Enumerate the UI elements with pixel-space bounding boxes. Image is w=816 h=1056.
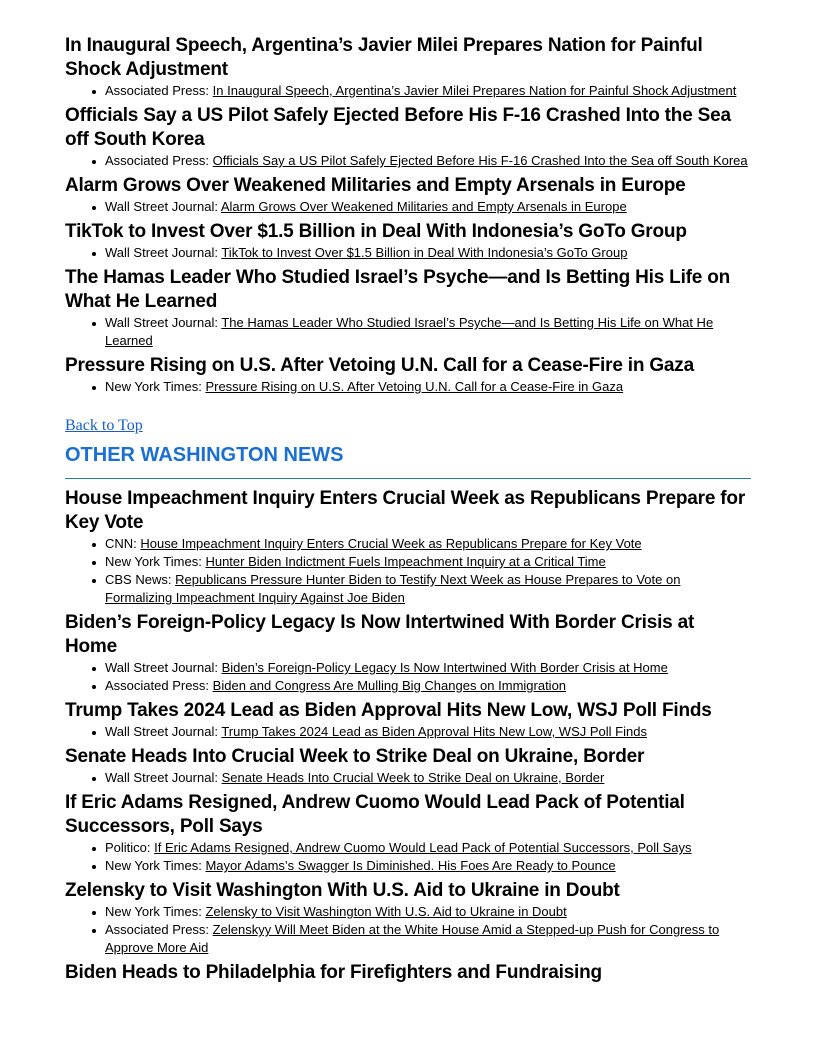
story-item bbox=[65, 611, 751, 695]
source-link[interactable]: The Hamas Leader Who Studied Israel’s Psyche—and Is Betting His Life on What He Learned bbox=[105, 315, 714, 348]
source-outlet: Wall Street Journal: bbox=[105, 199, 218, 214]
source-item bbox=[105, 677, 751, 695]
source-list bbox=[65, 723, 751, 741]
source-list bbox=[65, 244, 751, 262]
source-outlet: Wall Street Journal: bbox=[105, 724, 218, 739]
source-outlet: New York Times: bbox=[105, 858, 202, 873]
source-list bbox=[65, 659, 751, 695]
story-item bbox=[65, 34, 751, 100]
source-outlet: CNN: bbox=[105, 536, 137, 551]
source-link[interactable]: If Eric Adams Resigned, Andrew Cuomo Would Lead Pack of Potential Successors, Poll Says bbox=[154, 840, 692, 855]
story-item bbox=[65, 174, 751, 216]
story-headline: Alarm Grows Over Weakened Militaries and Empty Arsenals in Europe bbox=[65, 175, 686, 196]
source-link[interactable]: Trump Takes 2024 Lead as Biden Approval Hits New Low, WSJ Poll Finds bbox=[221, 724, 647, 739]
source-item bbox=[105, 921, 751, 957]
source-outlet: Wall Street Journal: bbox=[105, 660, 218, 675]
source-list bbox=[65, 82, 751, 100]
source-list bbox=[65, 152, 751, 170]
source-item bbox=[105, 857, 751, 875]
source-link[interactable]: TikTok to Invest Over $1.5 Billion in Deal With Indonesia’s GoTo Group bbox=[221, 245, 628, 260]
source-outlet: New York Times: bbox=[105, 554, 202, 569]
source-list bbox=[65, 198, 751, 216]
source-outlet: Wall Street Journal: bbox=[105, 315, 218, 330]
source-item bbox=[105, 378, 751, 396]
story-item bbox=[65, 104, 751, 170]
source-outlet: New York Times: bbox=[105, 904, 202, 919]
source-list bbox=[65, 769, 751, 787]
source-link[interactable]: Pressure Rising on U.S. After Vetoing U.N. Call for a Cease-Fire in Gaza bbox=[205, 379, 624, 394]
source-outlet: Wall Street Journal: bbox=[105, 770, 218, 785]
source-link[interactable]: In Inaugural Speech, Argentina’s Javier Milei Prepares Nation for Painful Shock Adjustment bbox=[212, 83, 737, 98]
source-link[interactable]: Zelensky to Visit Washington With U.S. Aid to Ukraine in Doubt bbox=[205, 904, 567, 919]
source-list bbox=[65, 903, 751, 957]
source-item bbox=[105, 769, 751, 787]
washington-stories-list bbox=[65, 487, 751, 985]
source-link[interactable]: House Impeachment Inquiry Enters Crucial Week as Republicans Prepare for Key Vote bbox=[140, 536, 642, 551]
story-headline: The Hamas Leader Who Studied Israel’s Psyche—and Is Betting His Life on What He Learned bbox=[65, 267, 731, 312]
source-link[interactable]: Officials Say a US Pilot Safely Ejected Before His F-16 Crashed Into the Sea off South Korea bbox=[212, 153, 748, 168]
source-outlet: Politico: bbox=[105, 840, 151, 855]
story-headline: House Impeachment Inquiry Enters Crucial Week as Republicans Prepare for Key Vote bbox=[65, 488, 746, 533]
source-item bbox=[105, 535, 751, 553]
story-headline: Senate Heads Into Crucial Week to Strike Deal on Ukraine, Border bbox=[65, 746, 645, 767]
source-outlet: Associated Press: bbox=[105, 678, 210, 693]
source-outlet: New York Times: bbox=[105, 379, 202, 394]
source-item bbox=[105, 198, 751, 216]
source-outlet: Associated Press: bbox=[105, 153, 210, 168]
story-item bbox=[65, 745, 751, 787]
story-headline: Pressure Rising on U.S. After Vetoing U.N. Call for a Cease-Fire in Gaza bbox=[65, 355, 694, 376]
source-link[interactable]: Biden and Congress Are Mulling Big Changes on Immigration bbox=[212, 678, 567, 693]
source-item bbox=[105, 903, 751, 921]
source-link[interactable]: Hunter Biden Indictment Fuels Impeachment Inquiry at a Critical Time bbox=[205, 554, 606, 569]
source-item bbox=[105, 659, 751, 677]
story-headline: If Eric Adams Resigned, Andrew Cuomo Would Lead Pack of Potential Successors, Poll Says bbox=[65, 792, 685, 837]
source-item bbox=[105, 244, 751, 262]
source-outlet: Associated Press: bbox=[105, 83, 210, 98]
story-headline: Trump Takes 2024 Lead as Biden Approval Hits New Low, WSJ Poll Finds bbox=[65, 700, 712, 721]
source-link[interactable]: Senate Heads Into Crucial Week to Strike Deal on Ukraine, Border bbox=[221, 770, 605, 785]
source-item bbox=[105, 152, 751, 170]
source-list bbox=[65, 839, 751, 875]
story-item bbox=[65, 961, 751, 985]
newsletter-page bbox=[65, 34, 751, 989]
source-item bbox=[105, 82, 751, 100]
source-item bbox=[105, 314, 751, 350]
source-outlet: CBS News: bbox=[105, 572, 172, 587]
source-list bbox=[65, 314, 751, 350]
section-title: OTHER WASHINGTON NEWS bbox=[65, 444, 344, 466]
story-item bbox=[65, 220, 751, 262]
source-link[interactable]: Mayor Adams’s Swagger Is Diminished. His Foes Are Ready to Pounce bbox=[205, 858, 616, 873]
story-headline: Officials Say a US Pilot Safely Ejected Before His F-16 Crashed Into the Sea off South Korea bbox=[65, 105, 731, 150]
story-item bbox=[65, 699, 751, 741]
source-item bbox=[105, 839, 751, 857]
story-item bbox=[65, 487, 751, 607]
back-to-top-link[interactable]: Back to Top bbox=[65, 417, 143, 434]
story-headline: Biden’s Foreign-Policy Legacy Is Now Intertwined With Border Crisis at Home bbox=[65, 612, 695, 657]
source-link[interactable]: Alarm Grows Over Weakened Militaries and Empty Arsenals in Europe bbox=[220, 199, 627, 214]
story-item bbox=[65, 879, 751, 957]
story-headline: In Inaugural Speech, Argentina’s Javier Milei Prepares Nation for Painful Shock Adjustment bbox=[65, 35, 703, 80]
story-item bbox=[65, 791, 751, 875]
source-outlet: Wall Street Journal: bbox=[105, 245, 218, 260]
story-headline: Biden Heads to Philadelphia for Firefighters and Fundraising bbox=[65, 962, 602, 983]
story-item bbox=[65, 354, 751, 396]
source-item bbox=[105, 571, 751, 607]
source-outlet: Associated Press: bbox=[105, 922, 210, 937]
source-list bbox=[65, 535, 751, 607]
source-link[interactable]: Biden’s Foreign-Policy Legacy Is Now Intertwined With Border Crisis at Home bbox=[221, 660, 668, 675]
section-divider bbox=[65, 478, 751, 479]
top-stories-list bbox=[65, 34, 751, 396]
source-link[interactable]: Zelenskyy Will Meet Biden at the White House Amid a Stepped-up Push for Congress to Approve More Aid bbox=[105, 922, 720, 955]
source-item bbox=[105, 723, 751, 741]
story-headline: Zelensky to Visit Washington With U.S. Aid to Ukraine in Doubt bbox=[65, 880, 620, 901]
story-item bbox=[65, 266, 751, 350]
source-link[interactable]: Republicans Pressure Hunter Biden to Testify Next Week as House Prepares to Vote on Formalizing Impeachment Inquiry Against Joe Biden bbox=[105, 572, 681, 605]
source-item bbox=[105, 553, 751, 571]
story-headline: TikTok to Invest Over $1.5 Billion in Deal With Indonesia’s GoTo Group bbox=[65, 221, 687, 242]
source-list bbox=[65, 378, 751, 396]
